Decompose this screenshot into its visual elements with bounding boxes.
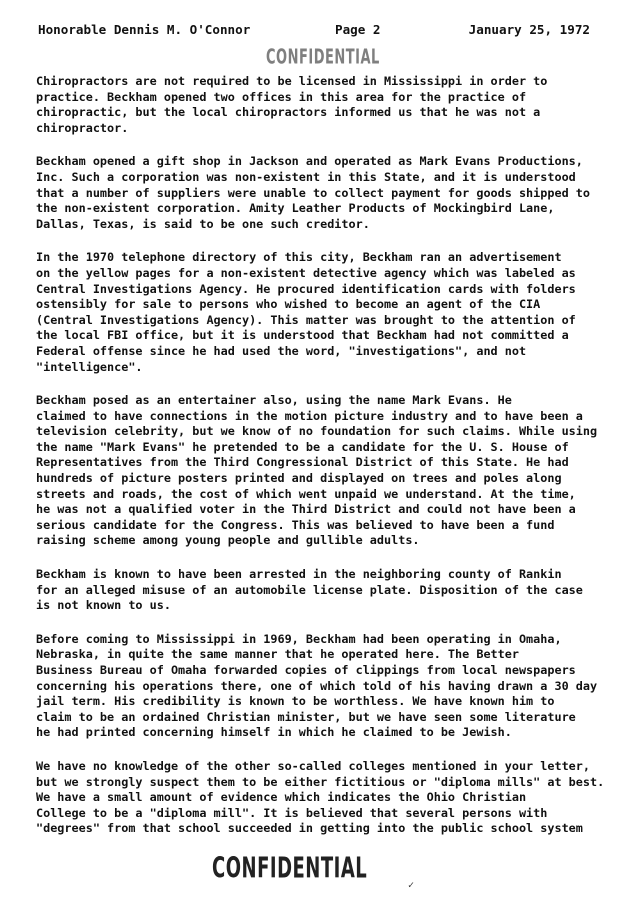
text-line: Nebraska, in quite the same manner that he operated here. The Better <box>36 647 519 662</box>
text-line: claim to be an ordained Christian minister, but we have seen some literature <box>36 709 576 724</box>
text-line: Before coming to Mississippi in 1969, Beckham had been operating in Omaha, <box>36 631 562 646</box>
text-line: We have no knowledge of the other so-called colleges mentioned in your letter, <box>36 758 590 773</box>
text-line: is not known to us. <box>36 598 171 613</box>
paragraph-entertainer <box>36 393 604 549</box>
page-number: Page 2 <box>335 22 381 37</box>
text-line: Beckham posed as an entertainer also, using the name Mark Evans. He <box>36 393 512 408</box>
text-line: raising scheme among young people and gullible adults. <box>36 533 420 548</box>
text-line: on the yellow pages for a non-existent detective agency which was labeled as <box>36 265 576 280</box>
text-line: Federal offense since he had used the word, "investigations", and not <box>36 343 527 358</box>
text-line: serious candidate for the Congress. This was believed to have been a fund <box>36 517 555 532</box>
text-line: that a number of suppliers were unable to collect payment for goods shipped to <box>36 185 590 200</box>
paragraph-gift-shop <box>36 154 604 232</box>
letter-date: January 25, 1972 <box>468 22 590 37</box>
text-line: claimed to have connections in the motion picture industry and to have been a <box>36 408 583 423</box>
text-line: he was not a qualified voter in the Third District and could not have been a <box>36 502 576 517</box>
confidential-stamp-top: CONFIDENTIAL <box>266 46 380 70</box>
text-line: for an alleged misuse of an automobile license plate. Disposition of the case <box>36 582 583 597</box>
letter-body <box>36 74 604 855</box>
text-line: television celebrity, but we know of no foundation for such claims. While using <box>36 424 598 439</box>
text-line: Beckham is known to have been arrested in the neighboring county of Rankin <box>36 567 562 582</box>
text-line: hundreds of picture posters printed and displayed on trees and poles along <box>36 471 562 486</box>
recipient-name: Honorable Dennis M. O'Connor <box>38 22 251 37</box>
text-line: "degrees" from that school succeeded in getting into the public school system <box>36 821 583 836</box>
text-line: concerning his operations there, one of which told of his having drawn a 30 day <box>36 678 598 693</box>
text-line: practice. Beckham opened two offices in this area for the practice of <box>36 89 527 104</box>
text-line: "intelligence". <box>36 359 143 374</box>
text-line: Chiropractors are not required to be licensed in Mississippi in order to <box>36 74 548 88</box>
paragraph-colleges <box>36 759 604 837</box>
paragraph-detective-agency <box>36 250 604 375</box>
text-line: Inc. Such a corporation was non-existent in this State, and it is understood <box>36 169 576 184</box>
text-line: Representatives from the Third Congressional District of this State. He had <box>36 455 569 470</box>
stray-mark: ✓ <box>408 880 415 891</box>
text-line: Central Investigations Agency. He procured identification cards with folders <box>36 281 576 296</box>
text-line: (Central Investigations Agency). This matter was brought to the attention of <box>36 312 576 327</box>
text-line: Dallas, Texas, is said to be one such creditor. <box>36 216 370 231</box>
confidential-stamp-bottom: CONFIDENTIAL <box>212 852 368 886</box>
text-line: Beckham opened a gift shop in Jackson and operated as Mark Evans Productions, <box>36 154 583 169</box>
text-line: chiropractor. <box>36 120 129 135</box>
text-line: the non-existent corporation. Amity Leather Products of Mockingbird Lane, <box>36 201 555 216</box>
letter-header <box>38 22 590 40</box>
text-line: but we strongly suspect them to be either fictitious or "diploma mills" at best. <box>36 774 605 789</box>
text-line: In the 1970 telephone directory of this city, Beckham ran an advertisement <box>36 250 562 265</box>
text-line: We have a small amount of evidence which indicates the Ohio Christian <box>36 790 527 805</box>
text-line: Business Bureau of Omaha forwarded copies of clippings from local newspapers <box>36 663 576 677</box>
text-line: the local FBI office, but it is understood that Beckham had not committed a <box>36 328 569 343</box>
text-line: streets and roads, the cost of which went unpaid we understand. At the time, <box>36 486 576 501</box>
paragraph-arrest <box>36 567 604 614</box>
text-line: he had printed concerning himself in which he claimed to be Jewish. <box>36 725 512 740</box>
text-line: jail term. His credibility is known to be worthless. We have known him to <box>36 694 555 709</box>
paragraph-omaha <box>36 632 604 741</box>
text-line: College to be a "diploma mill". It is believed that several persons with <box>36 805 548 820</box>
text-line: the name "Mark Evans" he pretended to be a candidate for the U. S. House of <box>36 439 569 454</box>
text-line: chiropractic, but the local chiropractors informed us that he was not a <box>36 105 541 120</box>
paragraph-chiropractic <box>36 74 604 136</box>
text-line: ostensibly for sale to persons who wished to become an agent of the CIA <box>36 297 541 312</box>
